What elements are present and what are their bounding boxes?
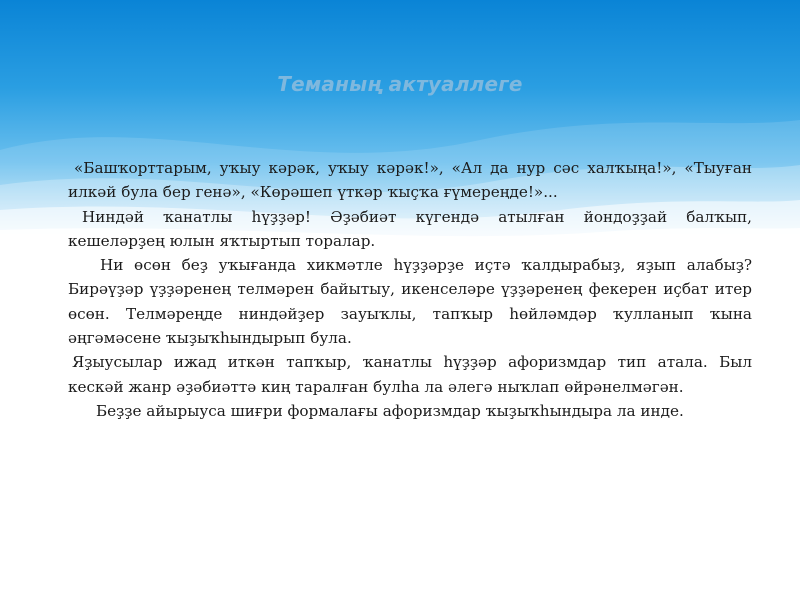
paragraph: Яҙыусылар ижад иткән тапҡыр, ҡанатлы һүҙҙәр афоризмдар тип атала. Был кескәй жанр әҙәбиәттә киң таралған булһа ла әлегә ныҡлап өйрәнелмәгән.: [68, 353, 752, 396]
paragraph: Беҙҙе айырыуса шиғри формалағы афоризмдар ҡыҙыҡһындыра ла инде.: [96, 401, 684, 420]
paragraph: Ни өсөн беҙ уҡығанда хикмәтле һүҙҙәрҙе иҫтә ҡалдырабыҙ, яҙып алабыҙ? Бирәүҙәр үҙҙәренең телмәрен байытыу, икенселәре үҙҙәренең фекерен иҫбат итер өсөн. Телмәреңде ниндәйҙер зауыҡлы, тапҡыр һөйләмдәр ҡулланып ҡына әңгәмәсене ҡыҙыҡһындырып була.: [68, 256, 752, 348]
body-text: [68, 156, 752, 423]
slide-title: Теманың актуаллеге: [277, 72, 523, 96]
paragraph: «Башҡорттарым, уҡыу кәрәк, уҡыу кәрәк!», «Ал да нур сәс халҡыңа!», «Тыуған илкәй була бер генә», «Көрәшеп үткәр ҡыҫҡа ғүмереңде!»...: [68, 159, 752, 202]
paragraph: Ниндәй ҡанатлы һүҙҙәр! Әҙәбиәт күгендә атылған йондоҙҙай балҡып, кешеләрҙең юлын яҡтыртып торалар.: [68, 207, 752, 250]
